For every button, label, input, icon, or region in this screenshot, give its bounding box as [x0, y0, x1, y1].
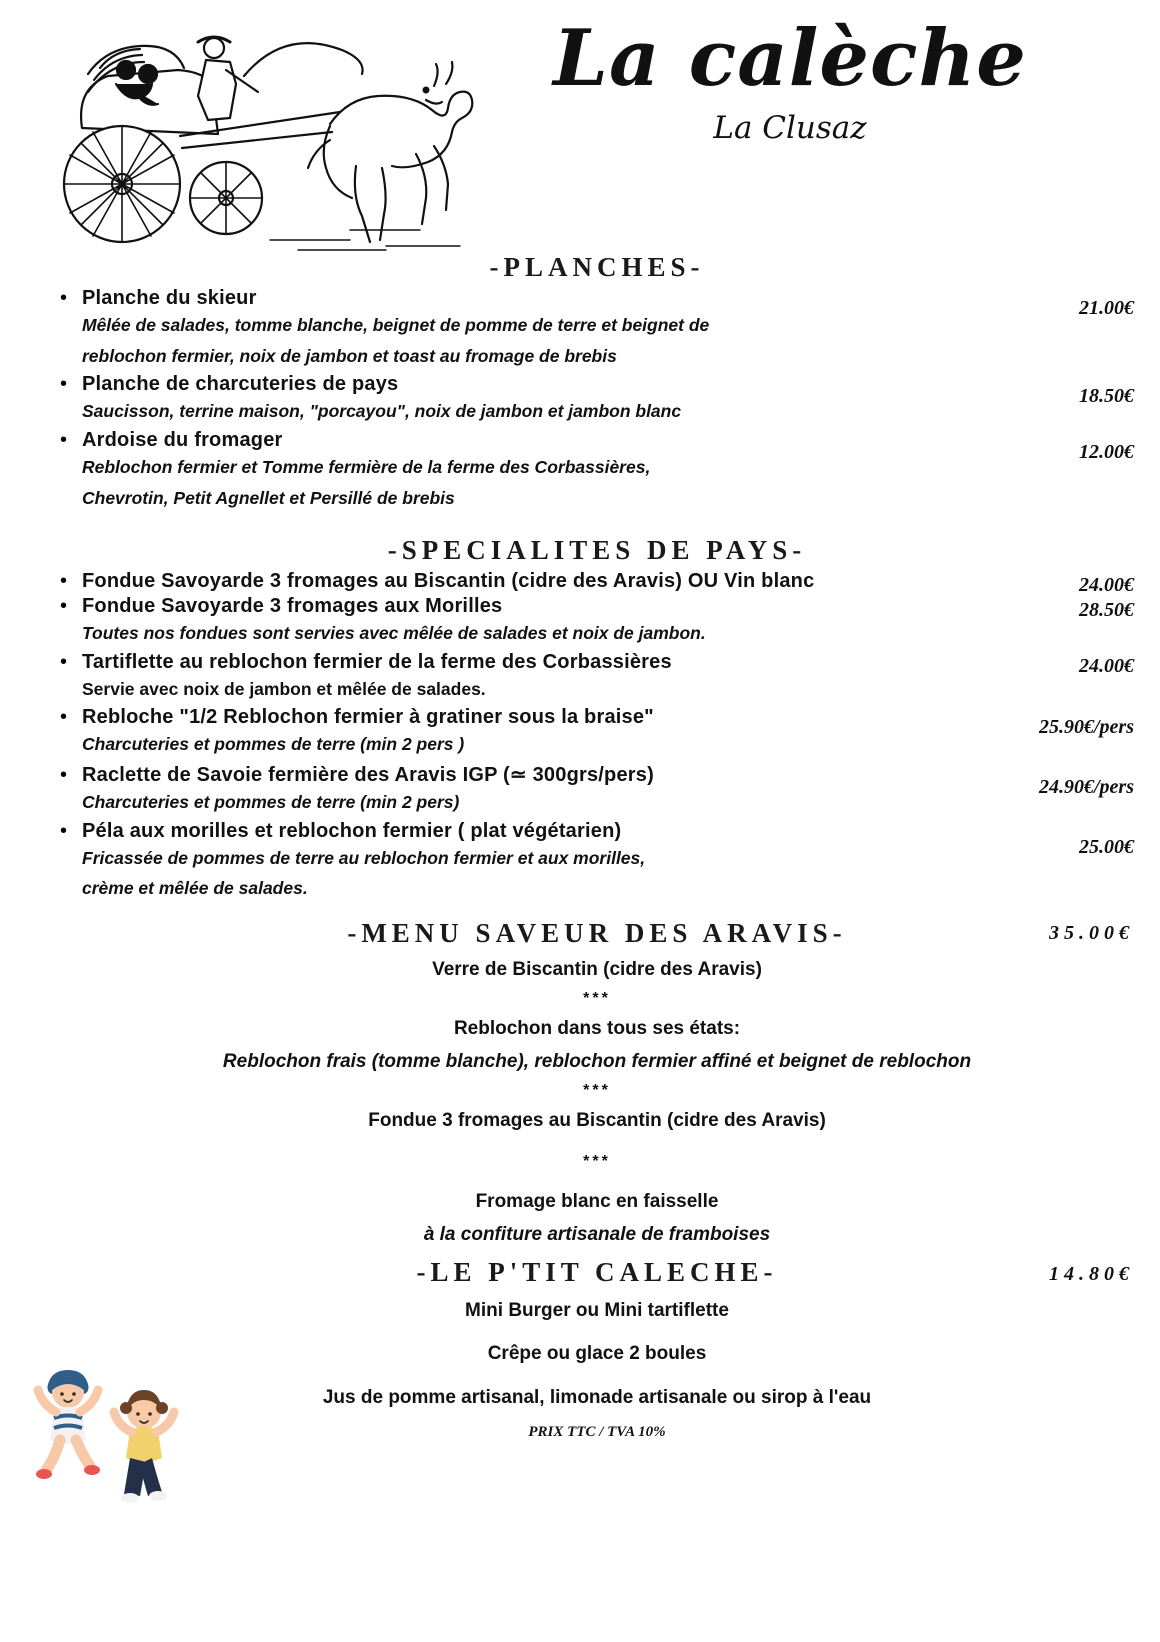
- restaurant-name: La calèche: [553, 13, 1027, 104]
- bullet-icon: •: [60, 764, 68, 786]
- menu-aravis-lines: [60, 953, 1134, 1251]
- section-title-specialites: -SPECIALITES DE PAYS-: [387, 535, 807, 566]
- bullet-icon: •: [60, 373, 68, 396]
- item-description-line: Charcuteries et pommes de terre (min 2 pers): [82, 792, 460, 812]
- item-name: Raclette de Savoie fermière des Aravis IGP (≃ 300grs/pers): [82, 764, 654, 786]
- item-name: Tartiflette au reblochon fermier de la ferme des Corbassières: [82, 650, 672, 673]
- menu-line: Reblochon dans tous ses états:: [453, 1017, 741, 1039]
- menu-item: [60, 570, 1134, 597]
- menu-line: Fromage blanc en faisselle: [475, 1190, 719, 1212]
- menu-line: Fondue 3 fromages au Biscantin (cidre des Aravis): [368, 1109, 826, 1131]
- item-description-line: Charcuteries et pommes de terre (min 2 pers ): [82, 734, 465, 755]
- item-name: Ardoise du fromager: [82, 428, 283, 451]
- menu-aravis-price: 35.00€: [1049, 921, 1134, 944]
- menu-header: [0, 0, 1160, 250]
- menu-kids-price: 14.80€: [1049, 1263, 1134, 1286]
- item-name: Planche du skieur: [82, 287, 257, 309]
- section-title-planches: -PLANCHES-: [489, 252, 705, 282]
- menu-line: Jus de pomme artisanal, limonade artisanale ou sirop à l'eau: [322, 1386, 872, 1408]
- item-price: 21.00€: [1079, 297, 1134, 319]
- menu-line: à la confiture artisanale de framboises: [423, 1223, 771, 1245]
- menu-line: Mini Burger ou Mini tartiflette: [465, 1300, 729, 1322]
- two-children-illustration: [18, 1344, 208, 1514]
- item-price: 24.00€: [1079, 574, 1134, 597]
- item-price: 24.90€/pers: [1039, 776, 1134, 798]
- restaurant-location: La Clusaz: [713, 109, 867, 146]
- section-title-text: -LE P'TIT CALECHE-: [416, 1257, 778, 1288]
- menu-item: [60, 595, 1134, 649]
- horse-carriage-illustration: [30, 8, 490, 258]
- item-description-line: crème et mêlée de salades.: [82, 878, 308, 899]
- bullet-icon: •: [60, 819, 68, 842]
- bullet-icon: •: [60, 287, 68, 309]
- menu-item: [60, 373, 1134, 427]
- item-name: Fondue Savoyarde 3 fromages au Biscantin (cidre des Aravis) OU Vin blanc: [82, 570, 815, 593]
- item-description-line: Chevrotin, Petit Agnellet et Persillé de brebis: [82, 487, 455, 508]
- item-description-line: Fricassée de pommes de terre au reblochon fermier et aux morilles,: [82, 847, 646, 868]
- bullet-icon: •: [60, 595, 68, 618]
- section-title-text: -MENU SAVEUR DES ARAVIS-: [347, 917, 847, 948]
- section-title-menu-aravis: [60, 918, 1134, 949]
- item-price: 12.00€: [1079, 440, 1134, 463]
- menu-separator: ***: [583, 990, 611, 1008]
- menu-separator: ***: [583, 1082, 611, 1100]
- item-description-line: reblochon fermier, noix de jambon et toast au fromage de brebis: [82, 345, 617, 366]
- menu-item: [60, 651, 1134, 705]
- menu-item: [60, 762, 1134, 818]
- item-name-italic: 1/2 Reblochon fermier à gratiner sous la braise": [189, 706, 654, 729]
- menu-item: [60, 287, 1134, 371]
- menu-separator: ***: [583, 1153, 611, 1171]
- section-title-ptit-caleche: [60, 1257, 1134, 1288]
- menu-line: Reblochon frais (tomme blanche), reblochon fermier affiné et beignet de reblochon: [222, 1050, 972, 1072]
- item-description-line: Reblochon fermier et Tomme fermière de la ferme des Corbassières,: [82, 456, 651, 477]
- bullet-icon: •: [60, 428, 68, 451]
- item-name-prefix: Rebloche ": [82, 706, 190, 729]
- menu-line: Crêpe ou glace 2 boules: [487, 1343, 707, 1365]
- bullet-icon: •: [60, 650, 68, 673]
- item-price: 28.50€: [1079, 599, 1134, 622]
- item-price: 25.90€/pers: [1039, 716, 1134, 739]
- menu-kids-lines: [60, 1294, 1134, 1414]
- menu-line: Verre de Biscantin (cidre des Aravis): [432, 958, 762, 980]
- item-name: Planche de charcuteries de pays: [82, 373, 399, 396]
- brand-block: [510, 13, 1070, 146]
- item-description-line: Mêlée de salades, tomme blanche, beignet de pomme de terre et beignet de: [82, 315, 710, 335]
- item-price: 18.50€: [1079, 385, 1134, 408]
- item-name: Fondue Savoyarde 3 fromages aux Morilles: [82, 595, 503, 618]
- bullet-icon: •: [60, 706, 68, 729]
- menu-item: [60, 706, 1134, 760]
- menu-content: [0, 252, 1160, 1441]
- menu-item: [60, 429, 1134, 513]
- item-price: 25.00€: [1079, 835, 1134, 858]
- item-description-line: Saucisson, terrine maison, "porcayou", noix de jambon et jambon blanc: [82, 401, 682, 422]
- item-price: 24.00€: [1079, 654, 1134, 677]
- item-description-line: Servie avec noix de jambon et mêlée de salades.: [82, 678, 486, 699]
- bullet-icon: •: [60, 570, 68, 593]
- item-name: Péla aux morilles et reblochon fermier ( plat végétarien): [82, 819, 622, 842]
- menu-item: [60, 820, 1134, 904]
- price-note: PRIX TTC / TVA 10%: [528, 1423, 666, 1440]
- item-description-line: Toutes nos fondues sont servies avec mêlée de salades et noix de jambon.: [82, 623, 706, 644]
